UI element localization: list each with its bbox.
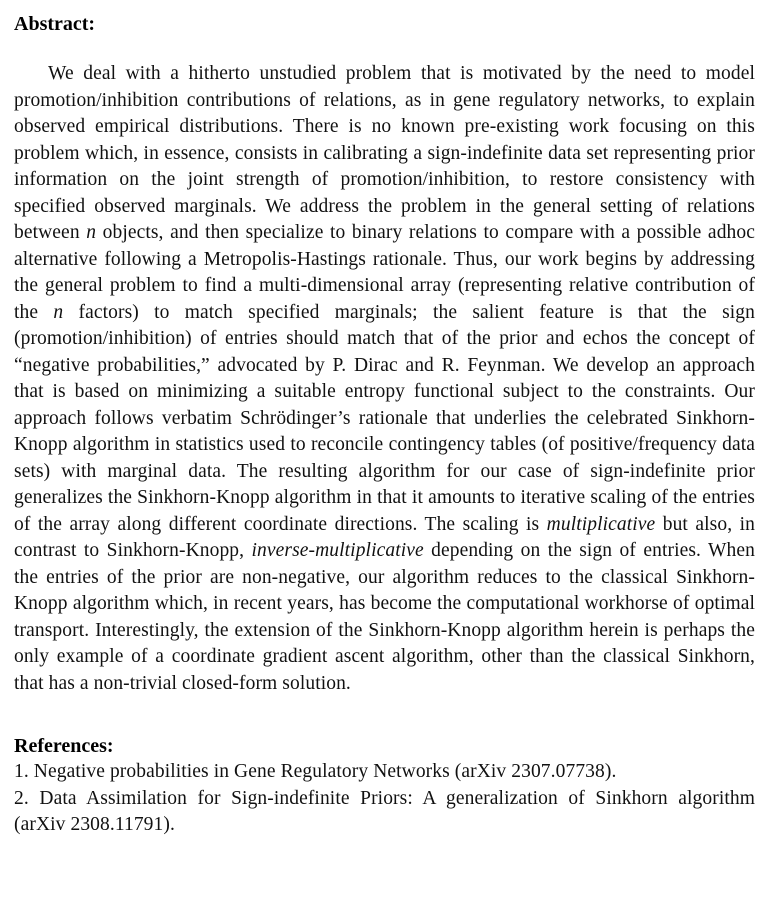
abstract-text-run: depending on the sign of entries. When the entries of the prior are non-negative, our algorithm reduces to the classical Sinkhorn-Knopp algorithm which, in recent years, has become the computational workhorse of optimal transport. Interestingly, the extension of the Sinkhorn-Knopp algorithm herein is perhaps the only example of a coordinate gradient ascent algorithm, other than the classical Sinkhorn, that has a non-trivial closed-form solution. [14, 540, 756, 694]
abstract-text-run-italic-multiplicative: multiplicative [546, 513, 656, 535]
reference-item-2: 2. Data Assimilation for Sign-indefinite Priors: A generalization of Sinkhorn algorithm (arXiv 2308.11791). [14, 787, 755, 835]
reference-item-1: 1. Negative probabilities in Gene Regulatory Networks (arXiv 2307.07738). [14, 761, 617, 782]
abstract-text-run: factors) to match specified marginals; the salient feature is that the sign (promotion/inhibition) of entries should match that of the prior and echos the concept of “negative probabilities,” advocated by P. Dirac and R. Feynman. We develop an approach that is based on minimizing a suitable entropy functional subject to the constraints. Our approach follows verbatim Schrödinger’s rationale that underlies the celebrated Sinkhorn-Knopp algorithm in statistics used to reconcile contingency tables (of positive/frequency data sets) with marginal data. The resulting algorithm for our case of sign-indefinite prior generalizes the Sinkhorn-Knopp algorithm in that it amounts to iterative scaling of the entries of the array along different coordinate directions. The scaling is [14, 301, 755, 535]
abstract-text-run-italic-n: n [86, 222, 97, 243]
abstract-heading: Abstract: [14, 13, 96, 35]
references-heading: References: [14, 735, 114, 757]
abstract-text-run: We deal with a hitherto unstudied problem that is motivated by the need to model promotion/inhibition contributions of relations, as in gene regulatory networks, to explain observed empirical distributions. There is no known pre-existing work focusing on this problem which, in essence, consists in calibrating a sign-indefinite data set representing prior information on the joint strength of promotion/inhibition, to restore consistency with specified observed marginals. We address the problem in the general setting of relations between [14, 63, 755, 243]
abstract-text-run-italic-n: n [53, 301, 64, 323]
abstract-paragraph [14, 61, 755, 697]
abstract-text-run-italic-inverse-multiplicative: inverse-multiplicative [251, 540, 424, 561]
abstract-text-run: but also, in contrast to Sinkhorn-Knopp, [14, 513, 755, 561]
references-section [14, 733, 755, 839]
abstract-text-run: objects, and then specialize to binary relations to compare with a possible adhoc alternative following a Metropolis-Hastings rationale. Thus, our work begins by addressing the general problem to find a multi-dimensional array (representing relative contribution of the [14, 222, 755, 323]
